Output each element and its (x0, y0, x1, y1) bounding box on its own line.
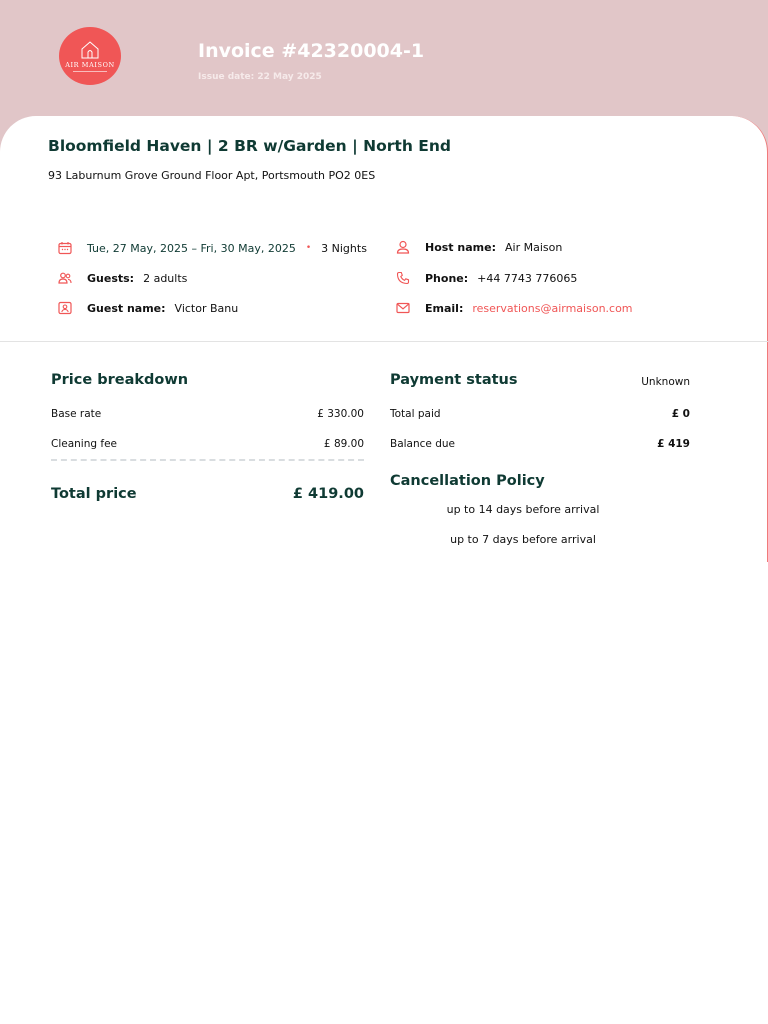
phone-row (395, 270, 577, 286)
house-icon (79, 40, 101, 60)
invoice-title: Invoice #42320004-1 (198, 40, 425, 62)
total-price-label: Total price (51, 486, 137, 502)
phone-label: Phone: (425, 271, 469, 285)
guests-value: 2 adults (143, 271, 188, 285)
logo-text: AIR MAISON (65, 61, 115, 69)
id-card-icon (57, 300, 73, 316)
cleaning-fee-label: Cleaning fee (51, 438, 117, 450)
cleaning-fee-value: £ 89.00 (323, 438, 364, 450)
email-row (395, 300, 633, 316)
base-rate-label: Base rate (51, 408, 102, 420)
email-label: Email: (425, 301, 464, 315)
issue-date: Issue date: 22 May 2025 (198, 72, 322, 82)
base-rate-value: £ 330.00 (317, 408, 364, 420)
policy-line: up to 7 days before arrival (450, 533, 596, 546)
total-paid-value: £ 0 (671, 408, 690, 420)
total-price-value: £ 419.00 (292, 486, 364, 502)
phone-icon (395, 270, 411, 286)
user-icon (395, 239, 411, 255)
guest-name-row (57, 300, 238, 316)
users-icon (57, 270, 73, 286)
price-breakdown-title: Price breakdown (51, 372, 189, 388)
host-name-label: Host name: (425, 240, 496, 254)
balance-due-label: Balance due (390, 438, 455, 450)
total-paid-label: Total paid (390, 408, 441, 420)
host-name-row (395, 239, 562, 255)
separator-dot: • (305, 243, 312, 253)
cancellation-policy-title: Cancellation Policy (390, 473, 545, 489)
property-title: Bloomfield Haven | 2 BR w/Garden | North End (48, 137, 451, 155)
nights-count: 3 Nights (321, 241, 367, 255)
phone-value[interactable]: +44 7743 776065 (477, 271, 578, 285)
guest-name-value: Victor Banu (174, 301, 239, 315)
host-name-value: Air Maison (504, 240, 563, 254)
section-divider (0, 341, 768, 342)
guests-label: Guests: (87, 271, 135, 285)
dashed-divider (51, 459, 364, 461)
payment-status-value: Unknown (641, 376, 690, 388)
stay-dates-row (57, 240, 367, 256)
payment-status-title: Payment status (390, 372, 518, 388)
stay-dates: Tue, 27 May, 2025 – Fri, 30 May, 2025 (87, 241, 296, 255)
guests-row (57, 270, 187, 286)
guest-name-label: Guest name: (87, 301, 166, 315)
mail-icon (395, 300, 411, 316)
balance-due-value: £ 419 (657, 438, 690, 450)
email-link[interactable]: reservations@airmaison.com (472, 301, 633, 315)
logo-underline (73, 71, 107, 72)
calendar-icon (57, 240, 73, 256)
policy-line: up to 14 days before arrival (446, 503, 600, 516)
air-maison-logo (59, 27, 121, 85)
property-address: 93 Laburnum Grove Ground Floor Apt, Portsmouth PO2 0ES (48, 169, 376, 182)
